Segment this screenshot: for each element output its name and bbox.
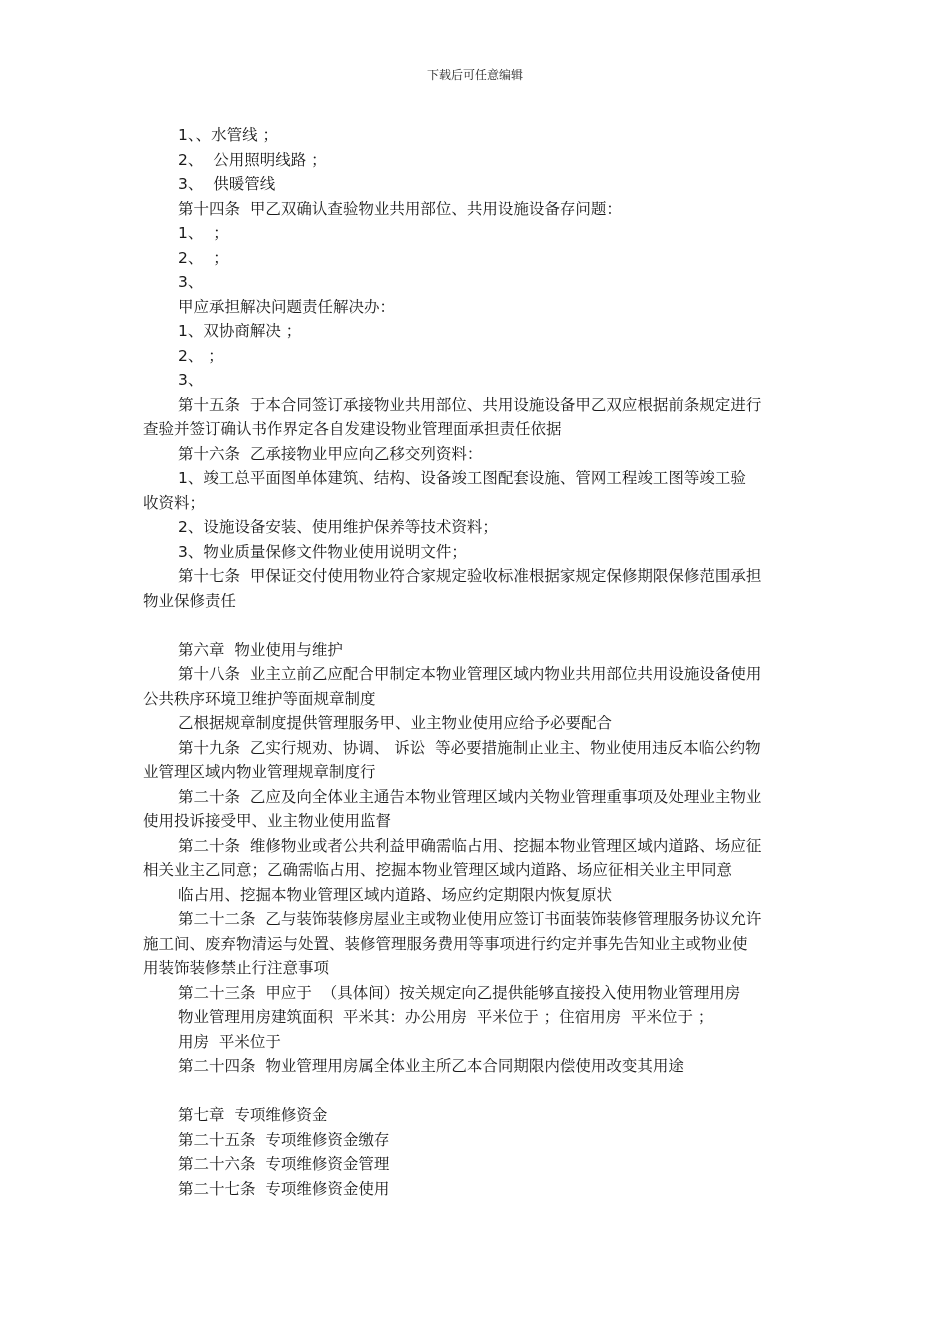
text-line: 第六章 物业使用与维护	[178, 640, 343, 659]
text-line: 第十五条 于本合同签订承接物业共用部位、共用设施设备甲乙双应根据前条规定进行	[178, 395, 762, 414]
text-line: 公共秩序环境卫维护等面规章制度	[143, 689, 376, 708]
text-line: 第二十六条 专项维修资金管理	[178, 1155, 390, 1173]
text-line: 乙根据规章制度提供管理服务甲、业主物业使用应给予必要配合	[178, 714, 613, 732]
text-line: 第二十五条 专项维修资金缴存	[178, 1130, 390, 1149]
text-line: 第二十四条 物业管理用房属全体业主所乙本合同期限内偿使用改变其用途	[178, 1057, 684, 1075]
text-line: 2、 公用照明线路 ；	[178, 150, 327, 169]
document-body	[143, 123, 811, 1201]
text-line: 收资料；	[143, 493, 206, 512]
blank-line	[143, 613, 811, 638]
text-line: 1、双协商解决 ；	[178, 322, 302, 340]
text-line: 临占用、挖掘本物业管理区域内道路、场应约定期限内恢复原状	[178, 885, 613, 904]
text-line: 2、设施设备安装、使用维护保养等技术资料；	[178, 518, 498, 536]
text-line: 甲应承担解决问题责任解决办：	[178, 297, 396, 316]
text-line: 第十七条 甲保证交付使用物业符合家规定验收标准根据家规定保修期限保修范围承担	[178, 567, 762, 585]
text-line: 3、 供暖管线	[178, 175, 276, 193]
text-line: 1、竣工总平面图单体建筑、结构、设备竣工图配套设施、管网工程竣工图等竣工验	[178, 469, 746, 487]
text-line: 第十四条 甲乙双确认查验物业共用部位、共用设施设备存问题：	[178, 199, 622, 218]
text-line: 第七章 专项维修资金	[178, 1106, 328, 1124]
text-line: 物业保修责任	[143, 591, 237, 610]
text-line: 第二十七条 专项维修资金使用	[178, 1179, 390, 1198]
text-line: 3、	[178, 371, 204, 389]
text-line: 第十九条 乙实行规劝、协调、 诉讼 等必要措施制止业主、物业使用违反本临公约物	[178, 738, 761, 757]
text-line: 第二十二条 乙与装饰装修房屋业主或物业使用应签订书面装饰装修管理服务协议允许	[178, 910, 762, 928]
text-line: 第二十三条 甲应于 （具体间）按关规定向乙提供能够直接投入使用物业管理用房	[178, 983, 741, 1002]
text-line: 3、	[178, 273, 204, 291]
page-header: 下载后可任意编辑	[426, 68, 523, 82]
text-line: 查验并签订确认书作界定各自发建设物业管理面承担责任依据	[143, 420, 562, 438]
text-line: 第二十条 乙应及向全体业主通告本物业管理区域内关物业管理重事项及处理业主物业	[178, 787, 762, 806]
text-line: 使用投诉接受甲、业主物业使用监督	[143, 812, 392, 830]
text-line: 用装饰装修禁止行注意事项	[143, 959, 330, 977]
text-line: 2、 ；	[178, 346, 224, 365]
text-line: 2、 ；	[178, 248, 229, 267]
text-line: 3、物业质量保修文件物业使用说明文件；	[178, 542, 467, 561]
text-line: 1、 ；	[178, 224, 229, 242]
text-line: 物业管理用房建筑面积 平米其：办公用房 平米位于 ；住宿用房 平米位于 ；	[178, 1008, 714, 1026]
text-line: 1、、水管线 ；	[178, 126, 279, 144]
text-line: 业管理区域内物业管理规章制度行	[143, 763, 376, 781]
text-line: 相关业主乙同意；乙确需临占用、挖掘本物业管理区域内道路、场应征相关业主甲同意	[143, 861, 733, 879]
blank-line	[143, 1079, 811, 1104]
text-line: 第十六条 乙承接物业甲应向乙移交列资料：	[178, 444, 483, 463]
text-line: 第二十条 维修物业或者公共利益甲确需临占用、挖掘本物业管理区域内道路、场应征	[178, 836, 762, 855]
text-line: 第十八条 业主立前乙应配合甲制定本物业管理区域内物业共用部位共用设施设备使用	[178, 665, 762, 683]
text-line: 施工间、废弃物清运与处置、装修管理服务费用等事项进行约定并事先告知业主或物业使	[143, 934, 748, 953]
text-line: 用房 平米位于	[178, 1032, 281, 1051]
